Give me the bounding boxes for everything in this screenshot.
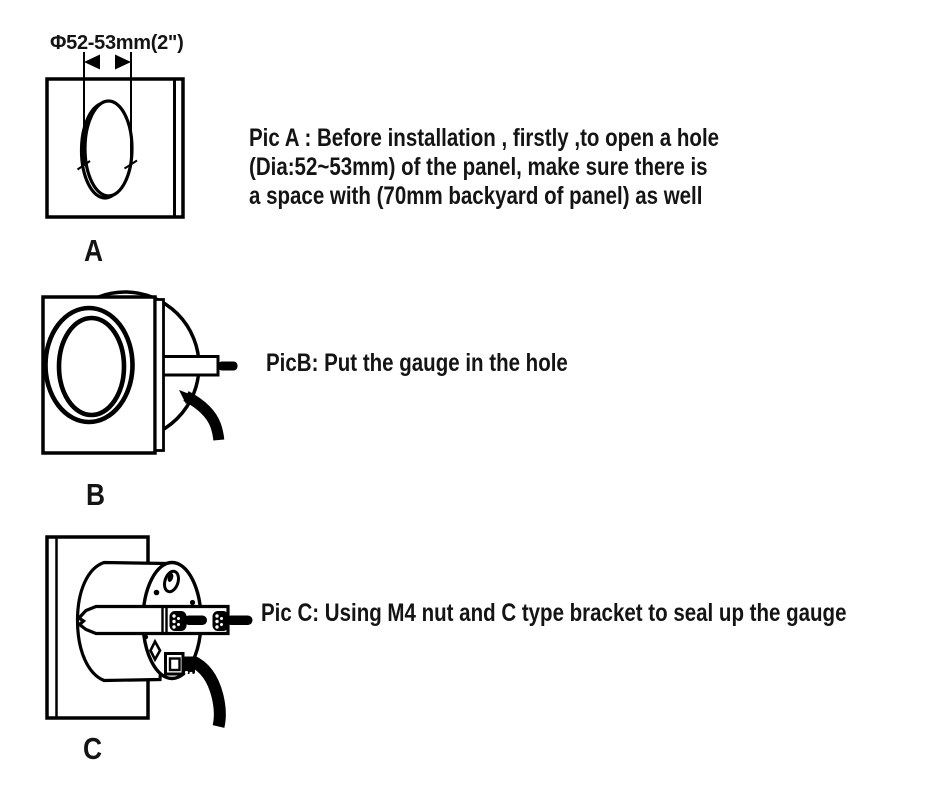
stem-tube — [162, 357, 218, 376]
dimension-label: Φ52-53mm(2") — [50, 32, 184, 54]
gauge-wire-rear — [192, 661, 220, 727]
caption-pic-a-line2: (Dia:52~53mm) of the panel, make sure there is — [249, 153, 708, 181]
figure-c-label: C — [83, 731, 103, 766]
figure-a-label: A — [84, 233, 104, 268]
caption-pic-c: Pic C: Using M4 nut and C type bracket to seal up the gauge — [261, 599, 847, 627]
panel-b-edge-strip — [155, 300, 163, 451]
stem-rod — [218, 362, 238, 371]
wire-connector-pin — [170, 659, 180, 671]
figure-b-drawing — [43, 292, 238, 453]
caption-pic-a-line3: a space with (70mm backyard of panel) as well — [249, 182, 703, 210]
figure-c-drawing — [47, 537, 253, 727]
gauge-wire — [186, 396, 219, 440]
figure-a-drawing — [47, 52, 183, 217]
m4-nut-right — [213, 611, 253, 631]
dimension-arrow-left — [84, 55, 100, 70]
caption-pic-a-line1: Pic A : Before installation , firstly ,to open a hole — [249, 124, 720, 152]
caption-pic-b: PicB: Put the gauge in the hole — [266, 349, 568, 377]
hole-ellipse — [85, 101, 132, 196]
figure-b-label: B — [86, 477, 106, 512]
back-screw-lower — [144, 635, 148, 639]
caption-pic-a — [249, 124, 719, 211]
back-screw-right — [190, 600, 195, 605]
back-screw-left — [154, 590, 160, 596]
dimension-arrow-right — [115, 55, 131, 70]
